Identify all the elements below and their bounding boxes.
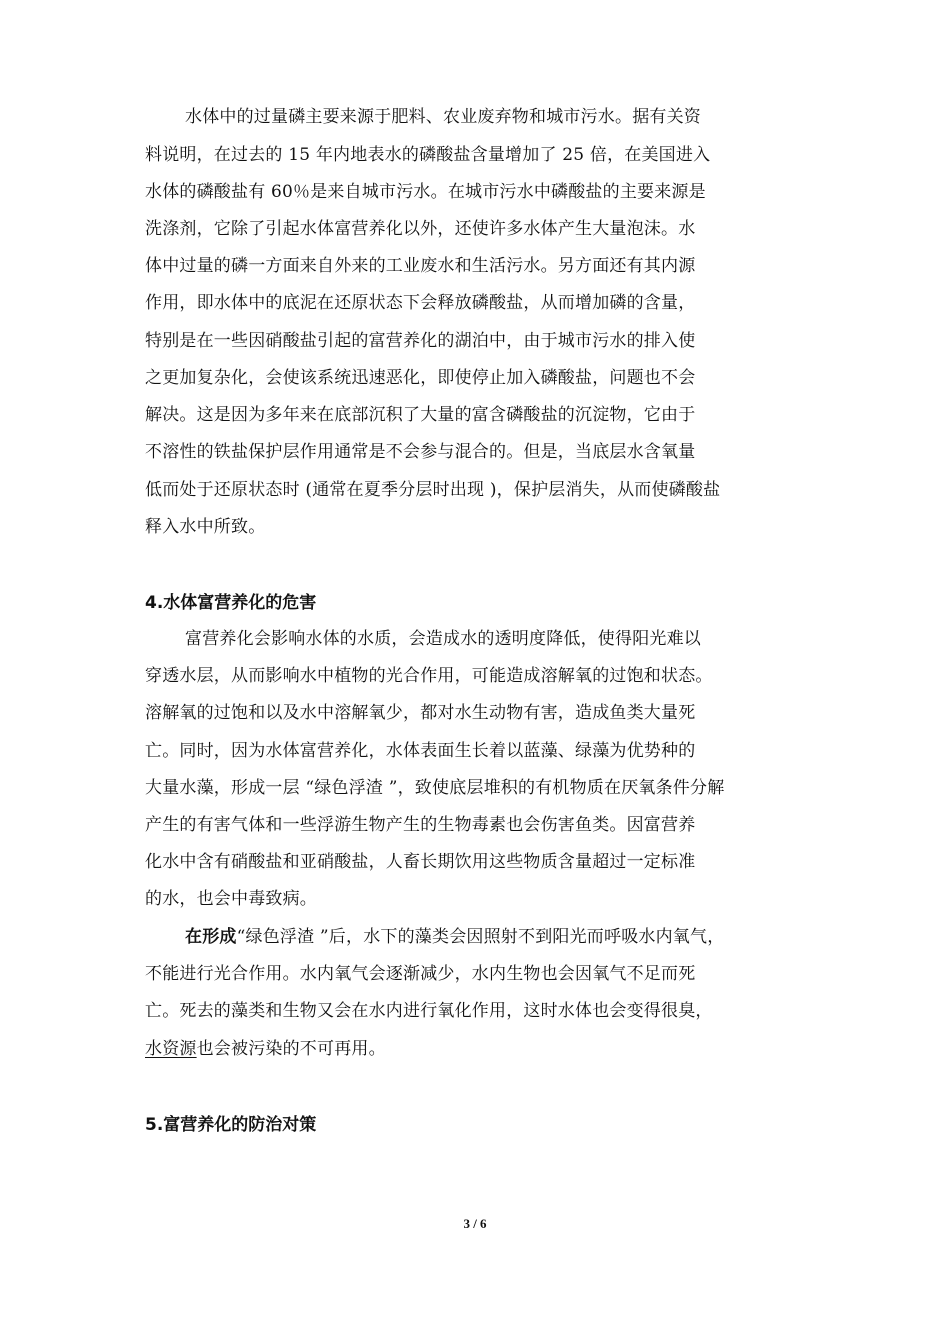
- paragraph-line: 作用，即水体中的底泥在还原状态下会释放磷酸盐，从而增加磷的含量，: [145, 293, 696, 313]
- bold-phrase: 在形成: [185, 927, 237, 947]
- line-text: “绿色浮渣 ”后，水下的藻类会因照射不到阳光而呼吸水内氧气，: [236, 927, 725, 947]
- paragraph-line: [185, 926, 724, 948]
- paragraph-line: 亡。死去的藻类和生物又会在水内进行氧化作用，这时水体也会变得很臭，: [145, 1001, 713, 1021]
- paragraph-line: 水体中的过量磷主要来源于肥料、农业废弃物和城市污水。据有关资: [185, 107, 701, 127]
- paragraph-line: [145, 1038, 386, 1060]
- paragraph-line: 产生的有害气体和一些浮游生物产生的生物毒素也会伤害鱼类。因富营养: [145, 815, 696, 835]
- paragraph-line: 溶解氧的过饱和以及水中溶解氧少，都对水生动物有害，造成鱼类大量死: [145, 703, 696, 723]
- paragraph-line: 的水，也会中毒致病。: [145, 889, 317, 909]
- paragraph-line: 化水中含有硝酸盐和亚硝酸盐，人畜长期饮用这些物质含量超过一定标准: [145, 852, 696, 872]
- paragraph-line: 洗涤剂，它除了引起水体富营养化以外，还使许多水体产生大量泡沫。水: [145, 219, 696, 239]
- paragraph-line: 亡。同时，因为水体富营养化，水体表面生长着以蓝藻、绿藻为优势种的: [145, 741, 696, 761]
- underlined-term: 水资源: [145, 1039, 197, 1059]
- section-heading-4: 4.水体富营养化的危害: [145, 593, 317, 613]
- paragraph-line: 特别是在一些因硝酸盐引起的富营养化的湖泊中，由于城市污水的排入使: [145, 331, 696, 351]
- paragraph-line: 低而处于还原状态时 (通常在夏季分层时出现 )，保护层消失，从而使磷酸盐: [145, 480, 721, 500]
- paragraph-line: 不溶性的铁盐保护层作用通常是不会参与混合的。但是，当底层水含氧量: [145, 442, 696, 462]
- paragraph-line: 不能进行光合作用。水内氧气会逐渐减少，水内生物也会因氧气不足而死: [145, 964, 696, 984]
- paragraph-line: 大量水藻，形成一层 “绿色浮渣 ”，致使底层堆积的有机物质在厌氧条件分解: [145, 778, 725, 798]
- paragraph-line: 之更加复杂化，会使该系统迅速恶化，即使停止加入磷酸盐，问题也不会: [145, 368, 696, 388]
- page-number: 3 / 6: [463, 1216, 487, 1231]
- paragraph-line: 水体的磷酸盐有 60％是来自城市污水。在城市污水中磷酸盐的主要来源是: [145, 182, 706, 202]
- paragraph-line: 释入水中所致。: [145, 517, 266, 537]
- paragraph-line: 料说明，在过去的 15 年内地表水的磷酸盐含量增加了 25 倍，在美国进入: [145, 145, 711, 165]
- paragraph-line: 解决。这是因为多年来在底部沉积了大量的富含磷酸盐的沉淀物，它由于: [145, 405, 696, 425]
- paragraph-line: 富营养化会影响水体的水质，会造成水的透明度降低，使得阳光难以: [185, 629, 701, 649]
- paragraph-line: 体中过量的磷一方面来自外来的工业废水和生活污水。另方面还有其内源: [145, 256, 696, 276]
- section-heading-5: 5.富营养化的防治对策: [145, 1115, 317, 1135]
- line-text: 也会被污染的不可再用。: [196, 1039, 386, 1059]
- paragraph-line: 穿透水层，从而影响水中植物的光合作用，可能造成溶解氧的过饱和状态。: [145, 666, 713, 686]
